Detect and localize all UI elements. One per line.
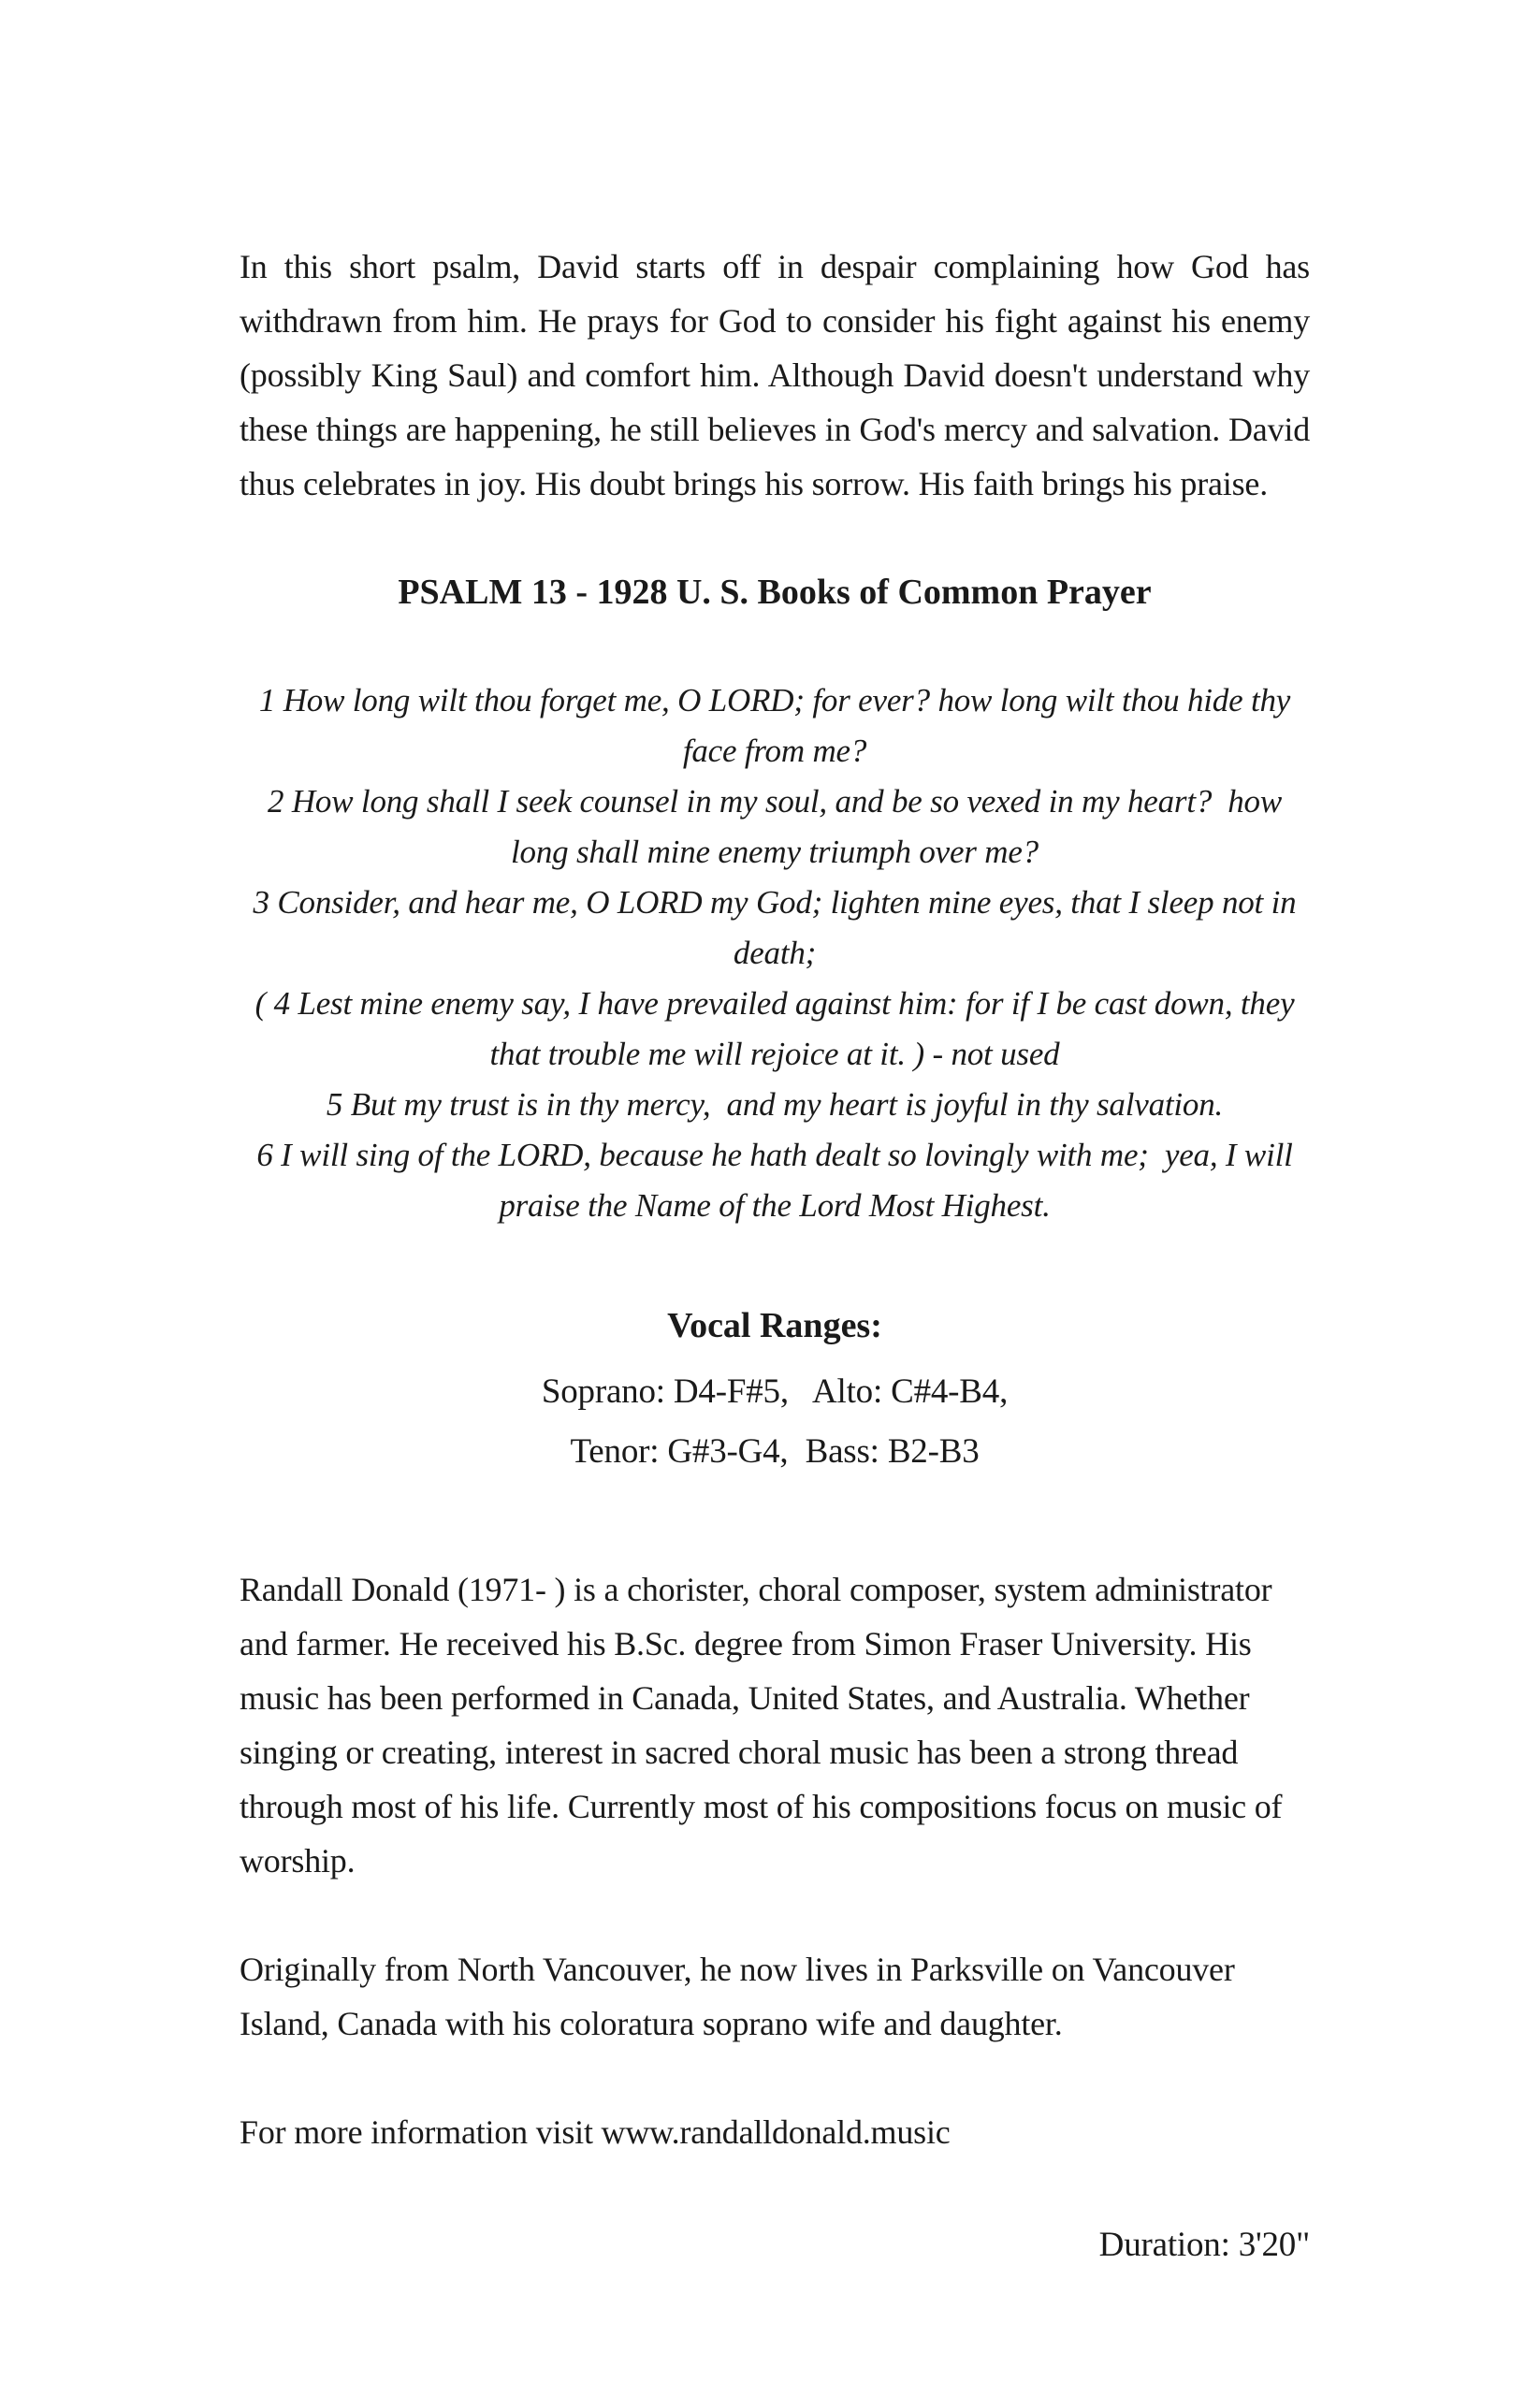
psalm-verse-3: 3 Consider, and hear me, O LORD my God; lighten mine eyes, that I sleep not in death; xyxy=(253,884,1305,971)
more-info-line: For more information visit www.randalldonald.music xyxy=(240,2113,951,2151)
psalm-verse-list xyxy=(240,675,1310,1231)
psalm-verse-1: 1 How long wilt thou forget me, O LORD; for ever? how long wilt thou hide thy face from me? xyxy=(258,682,1299,769)
composer-residence-paragraph: Originally from North Vancouver, he now lives in Parksville on Vancouver Island, Canada with his coloratura soprano wife and daughter. xyxy=(240,1951,1235,2042)
psalm-verse-5: 5 But my trust is in thy mercy, and my heart is joyful in thy salvation. xyxy=(326,1086,1224,1123)
vocal-range-soprano-alto: Soprano: D4-F#5, Alto: C#4-B4, xyxy=(541,1372,1009,1411)
vocal-ranges-heading: Vocal Ranges: xyxy=(667,1306,882,1345)
psalm-verse-6: 6 I will sing of the LORD, because he hath dealt so lovingly with me; yea, I will praise the Name of the Lord Most Highest. xyxy=(256,1137,1301,1224)
intro-paragraph: In this short psalm, David starts off in despair complaining how God has withdrawn from him. He prays for God to consider his fight against his enemy (possibly King Saul) and comfort him. Although David doesn't understand why these things are happening, he still believes in God's mercy and salvation. David thus celebrates in joy. His doubt brings his sorrow. His faith brings his praise. xyxy=(240,248,1310,502)
psalm-heading: PSALM 13 - 1928 U. S. Books of Common Prayer xyxy=(398,573,1152,612)
vocal-range-tenor-bass: Tenor: G#3-G4, Bass: B2-B3 xyxy=(570,1432,980,1471)
composer-bio-paragraph: Randall Donald (1971- ) is a chorister, choral composer, system administrator and farmer. He received his B.Sc. degree from Simon Fraser University. His music has been performed in Canada, United States, and Australia. Whether singing or creating, interest in sacred choral music has been a strong thread through most of his life. Currently most of his compositions focus on music of worship. xyxy=(240,1571,1283,1880)
psalm-verse-4: ( 4 Lest mine enemy say, I have prevailed against him: for if I be cast down, they that trouble me will rejoice at it. ) - not used xyxy=(254,985,1302,1072)
duration-line: Duration: 3'20" xyxy=(1098,2226,1310,2264)
psalm-verse-2: 2 How long shall I seek counsel in my soul, and be so vexed in my heart? how long shall mine enemy triumph over me? xyxy=(268,783,1290,870)
